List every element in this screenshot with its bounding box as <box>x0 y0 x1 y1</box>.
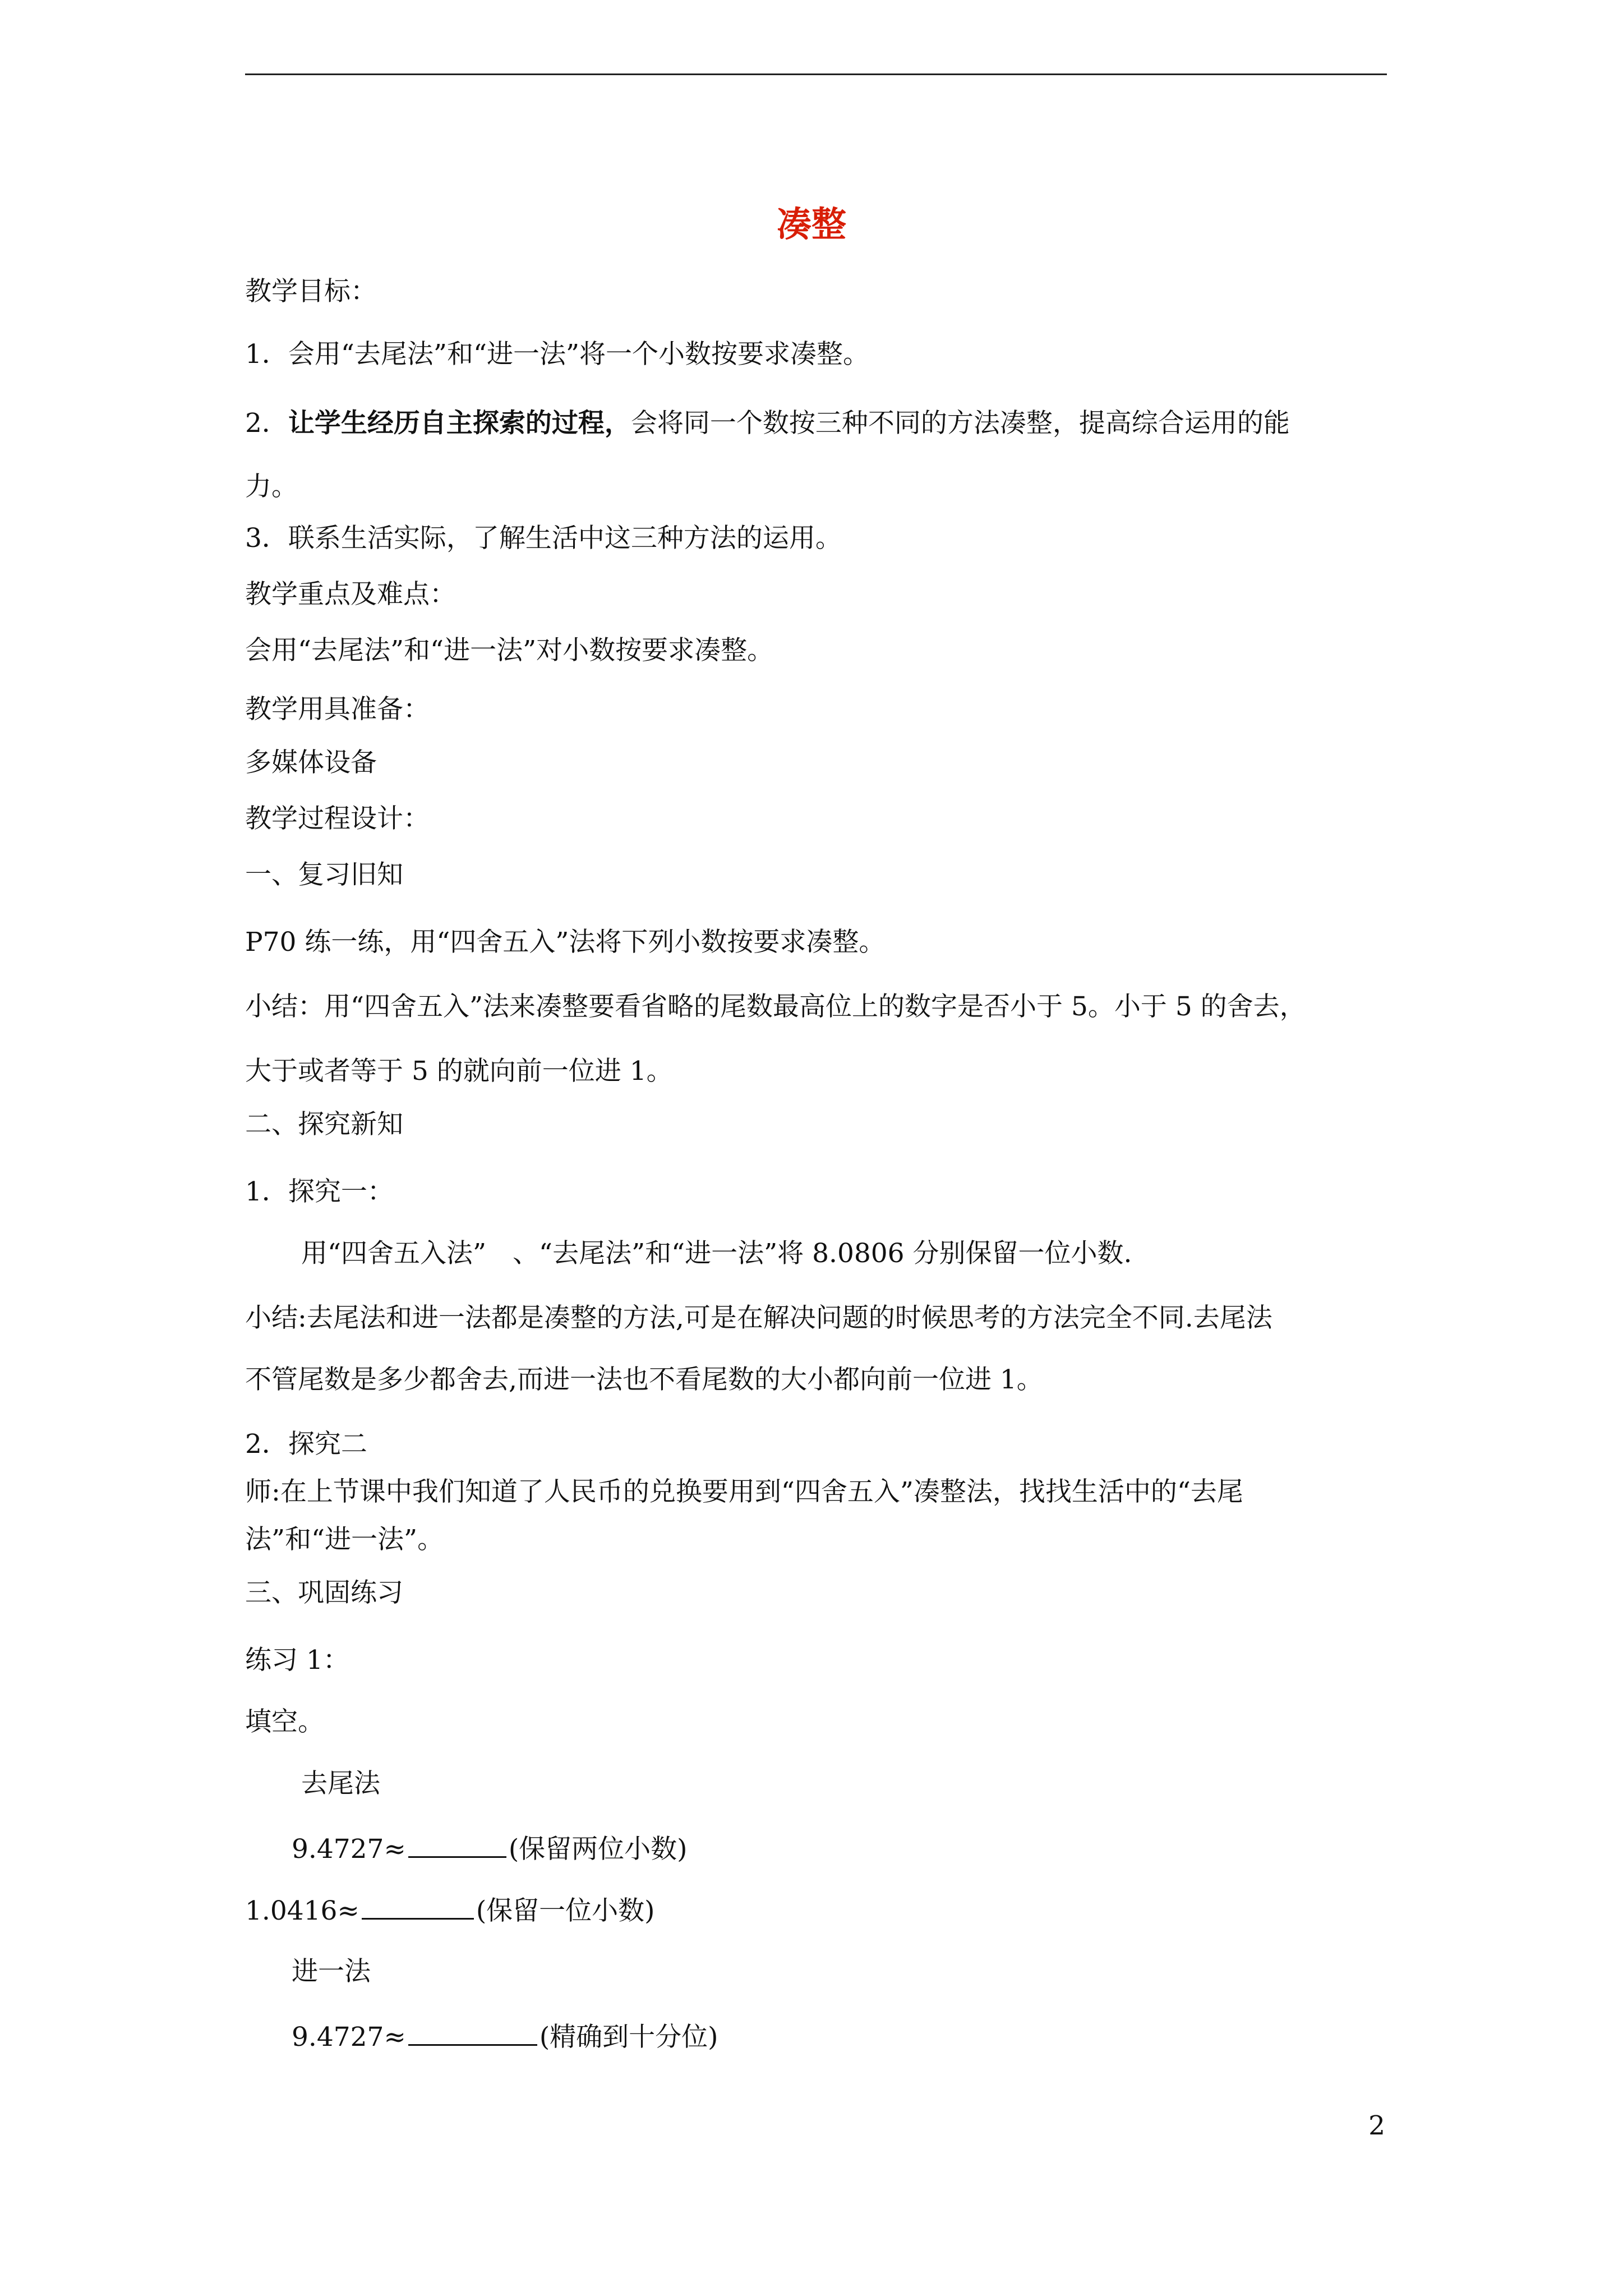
exercise-item-2-number: 1.0416≈ <box>245 1895 359 1926</box>
summary-2-continued: 不管尾数是多少都舍去,而进一法也不看尾数的大小都向前一位进 1。 <box>245 1364 1043 1395</box>
page-title: 凑整 <box>776 204 846 245</box>
ceiling-method-label: 进一法 <box>292 1956 371 1987</box>
exercise-item-3 <box>292 2019 718 2054</box>
header-rule <box>245 73 1387 75</box>
objective-2-number: 2． <box>245 408 288 439</box>
page-number: 2 <box>1368 2110 1385 2141</box>
objective-3: 3．联系生活实际，了解生活中这三种方法的运用。 <box>245 523 842 554</box>
exercise-item-1 <box>292 1832 688 1866</box>
section-heading-key-points: 教学重点及难点： <box>245 579 456 610</box>
objective-2-emphasis: 让学生经历自主探索的过程， <box>288 408 631 439</box>
section-heading-objectives: 教学目标： <box>245 276 377 307</box>
objective-2 <box>245 407 1290 440</box>
summary-2: 小结:去尾法和进一法都是凑整的方法,可是在解决问题的时候思考的方法完全不同.去尾法 <box>245 1303 1272 1333</box>
explore-1-heading: 1．探究一： <box>245 1176 394 1207</box>
exercise-item-1-requirement: (保留两位小数) <box>508 1834 688 1865</box>
part-3-heading: 三、巩固练习 <box>245 1577 403 1608</box>
objective-2-text: 会将同一个数按三种不同的方法凑整，提高综合运用的能 <box>630 408 1290 439</box>
part-2-heading: 二、探究新知 <box>245 1109 403 1140</box>
answer-blank-2[interactable] <box>362 1893 474 1920</box>
explore-1-task: 用“四舍五入法” 、“去尾法”和“进一法”将 8.0806 分别保留一位小数. <box>301 1238 1132 1269</box>
answer-blank-3[interactable] <box>408 2019 537 2046</box>
section-heading-materials: 教学用具准备： <box>245 694 430 725</box>
review-exercise: P70 练一练，用“四舍五入”法将下列小数按要求凑整。 <box>245 927 886 958</box>
explore-2-heading: 2．探究二 <box>245 1429 367 1460</box>
truncation-method-label: 去尾法 <box>301 1768 380 1799</box>
key-points-text: 会用“去尾法”和“进一法”对小数按要求凑整。 <box>245 635 774 666</box>
materials-text: 多媒体设备 <box>245 747 377 778</box>
exercise-item-1-number: 9.4727≈ <box>292 1834 406 1865</box>
section-heading-process: 教学过程设计： <box>245 803 430 834</box>
exercise-1-heading: 练习 1： <box>245 1645 349 1676</box>
exercise-item-2 <box>245 1893 655 1928</box>
objective-1: 1．会用“去尾法”和“进一法”将一个小数按要求凑整。 <box>245 339 870 370</box>
summary-1-continued: 大于或者等于 5 的就向前一位进 1。 <box>245 1056 673 1087</box>
fill-in-instruction: 填空。 <box>245 1706 324 1737</box>
exercise-item-3-requirement: (精确到十分位) <box>539 2022 718 2053</box>
objective-2-continued: 力。 <box>245 471 298 502</box>
teacher-prompt: 师:在上节课中我们知道了人民币的兑换要用到“四舍五入”凑整法，找找生活中的“去尾 <box>245 1476 1243 1507</box>
answer-blank-1[interactable] <box>408 1832 506 1858</box>
exercise-item-2-requirement: (保留一位小数) <box>476 1895 655 1926</box>
part-1-heading: 一、复习旧知 <box>245 859 403 890</box>
summary-1: 小结：用“四舍五入”法来凑整要看省略的尾数最高位上的数字是否小于 5。小于 5 的舍去， <box>245 991 1306 1022</box>
exercise-item-3-number: 9.4727≈ <box>292 2022 406 2053</box>
teacher-prompt-continued: 法”和“进一法”。 <box>245 1524 444 1555</box>
